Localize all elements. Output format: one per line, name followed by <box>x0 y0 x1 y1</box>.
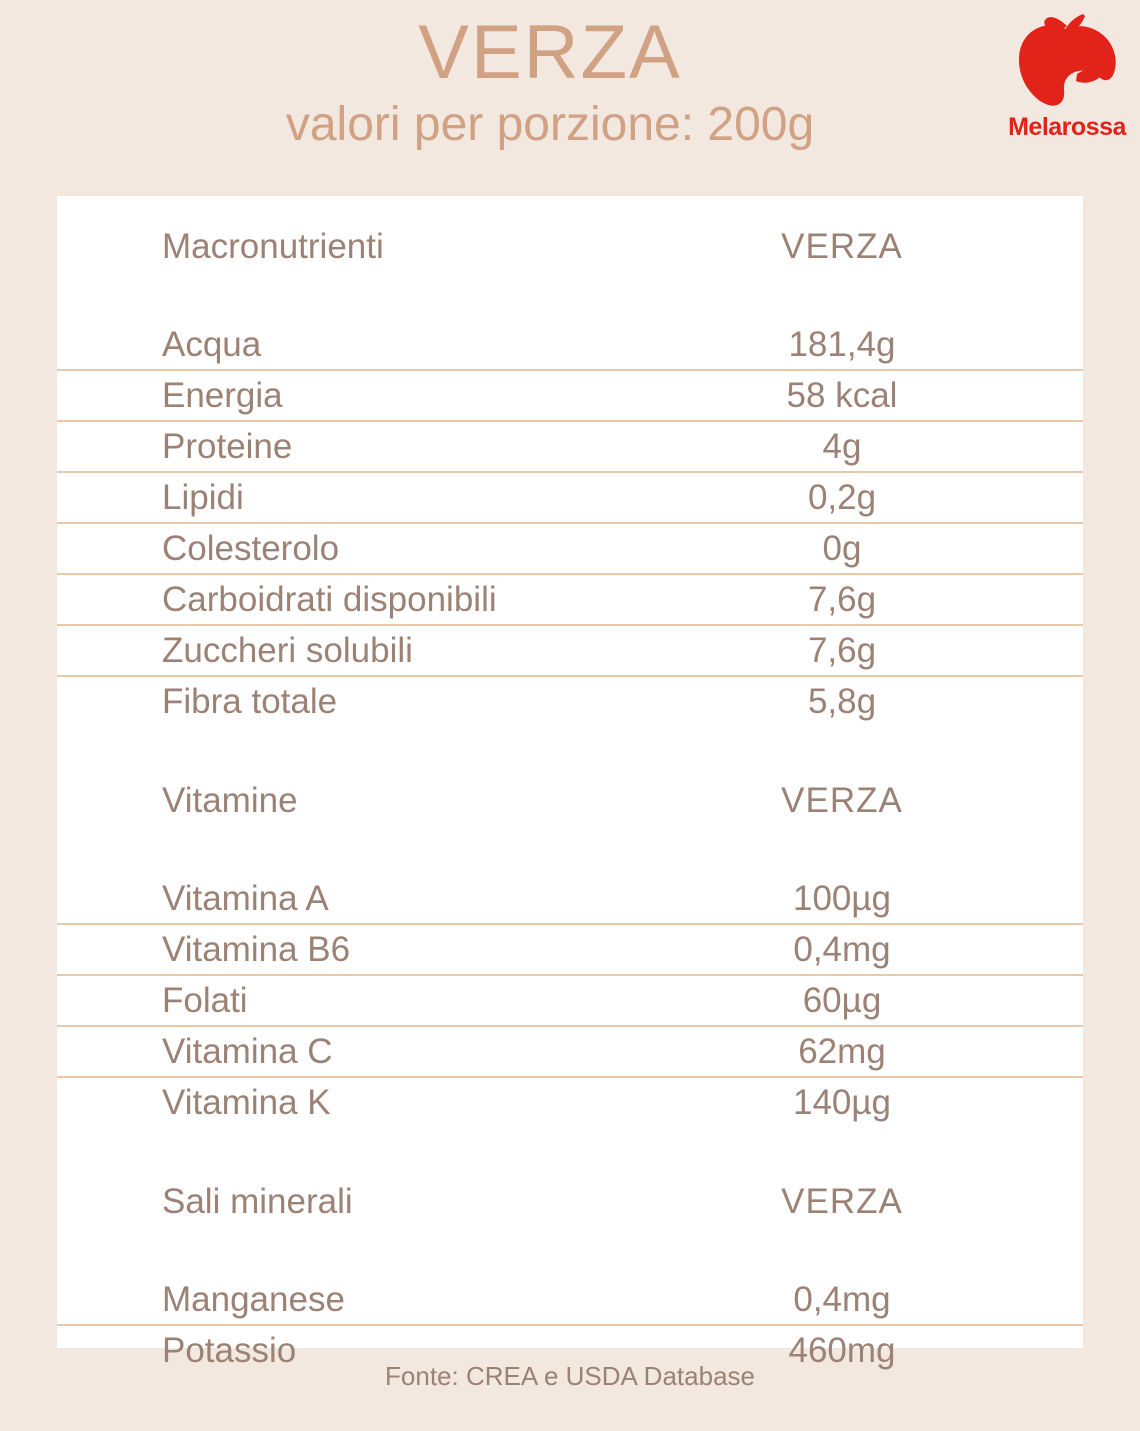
nutrient-label: Vitamina A <box>162 878 329 918</box>
nutrient-value: 7,6g <box>807 579 877 619</box>
nutrient-value: 100µg <box>792 878 892 918</box>
table-row <box>57 420 1083 471</box>
nutrient-label: Vitamina B6 <box>162 929 351 969</box>
table-row <box>57 471 1083 522</box>
section-spacer <box>57 1226 1083 1275</box>
page-title: VERZA <box>418 10 682 95</box>
nutrient-value: 60µg <box>802 980 882 1020</box>
section-header-row <box>57 776 1083 825</box>
table-row <box>57 1025 1083 1076</box>
nutrient-value: 7,6g <box>807 630 877 670</box>
section-header-column-label: VERZA <box>781 226 903 266</box>
nutrient-value: 140µg <box>792 1082 892 1122</box>
nutrient-label: Lipidi <box>162 477 244 517</box>
source-note: Fonte: CREA e USDA Database <box>385 1361 755 1391</box>
page-header <box>0 0 1140 196</box>
brand-wordmark: Melarossa <box>1008 113 1126 141</box>
section-header-row <box>57 1177 1083 1226</box>
section-header-label: Macronutrienti <box>162 226 384 266</box>
nutrient-label: Fibra totale <box>162 681 338 721</box>
nutrition-table-card <box>57 196 1083 1370</box>
nutrient-label: Energia <box>162 375 283 415</box>
table-row <box>57 1275 1083 1324</box>
nutrient-value: 0,2g <box>807 477 877 517</box>
title-block <box>120 10 980 154</box>
apple-bite-icon <box>1011 12 1123 110</box>
section-header-column-label: VERZA <box>781 780 903 820</box>
nutrient-label: Potassio <box>162 1330 297 1370</box>
section-spacer <box>57 271 1083 320</box>
brand-logo <box>1006 12 1128 142</box>
nutrient-label: Acqua <box>162 324 262 364</box>
section-header-label: Sali minerali <box>162 1181 353 1221</box>
section-header-column-label: VERZA <box>781 1181 903 1221</box>
section-spacer <box>57 1127 1083 1177</box>
nutrient-label: Colesterolo <box>162 528 340 568</box>
table-row <box>57 522 1083 573</box>
nutrient-value: 181,4g <box>788 324 896 364</box>
nutrient-label: Vitamina C <box>162 1031 333 1071</box>
page-subtitle: valori per porzione: 200g <box>285 98 815 151</box>
nutrient-value: 58 kcal <box>786 375 898 415</box>
nutrient-value: 5,8g <box>807 681 877 721</box>
nutrient-label: Manganese <box>162 1279 345 1319</box>
nutrient-value: 0g <box>822 528 862 568</box>
section-spacer <box>57 825 1083 874</box>
table-row <box>57 320 1083 369</box>
nutrient-label: Folati <box>162 980 248 1020</box>
nutrient-value: 4g <box>822 426 862 466</box>
table-row <box>57 1076 1083 1127</box>
section-header-row <box>57 222 1083 271</box>
nutrient-label: Carboidrati disponibili <box>162 579 497 619</box>
table-row <box>57 675 1083 726</box>
table-row <box>57 923 1083 974</box>
table-row <box>57 974 1083 1025</box>
nutrient-label: Proteine <box>162 426 293 466</box>
table-row <box>57 573 1083 624</box>
nutrition-table <box>57 196 1083 1375</box>
nutrient-value: 460mg <box>788 1330 896 1370</box>
section-spacer <box>57 196 1083 222</box>
table-row <box>57 874 1083 923</box>
nutrient-label: Vitamina K <box>162 1082 331 1122</box>
section-header-label: Vitamine <box>162 780 298 820</box>
table-row <box>57 624 1083 675</box>
table-row <box>57 369 1083 420</box>
nutrient-value: 62mg <box>798 1031 886 1071</box>
nutrient-value: 0,4mg <box>793 1279 891 1319</box>
nutrient-value: 0,4mg <box>793 929 891 969</box>
section-spacer <box>57 726 1083 776</box>
nutrient-label: Zuccheri solubili <box>162 630 413 670</box>
